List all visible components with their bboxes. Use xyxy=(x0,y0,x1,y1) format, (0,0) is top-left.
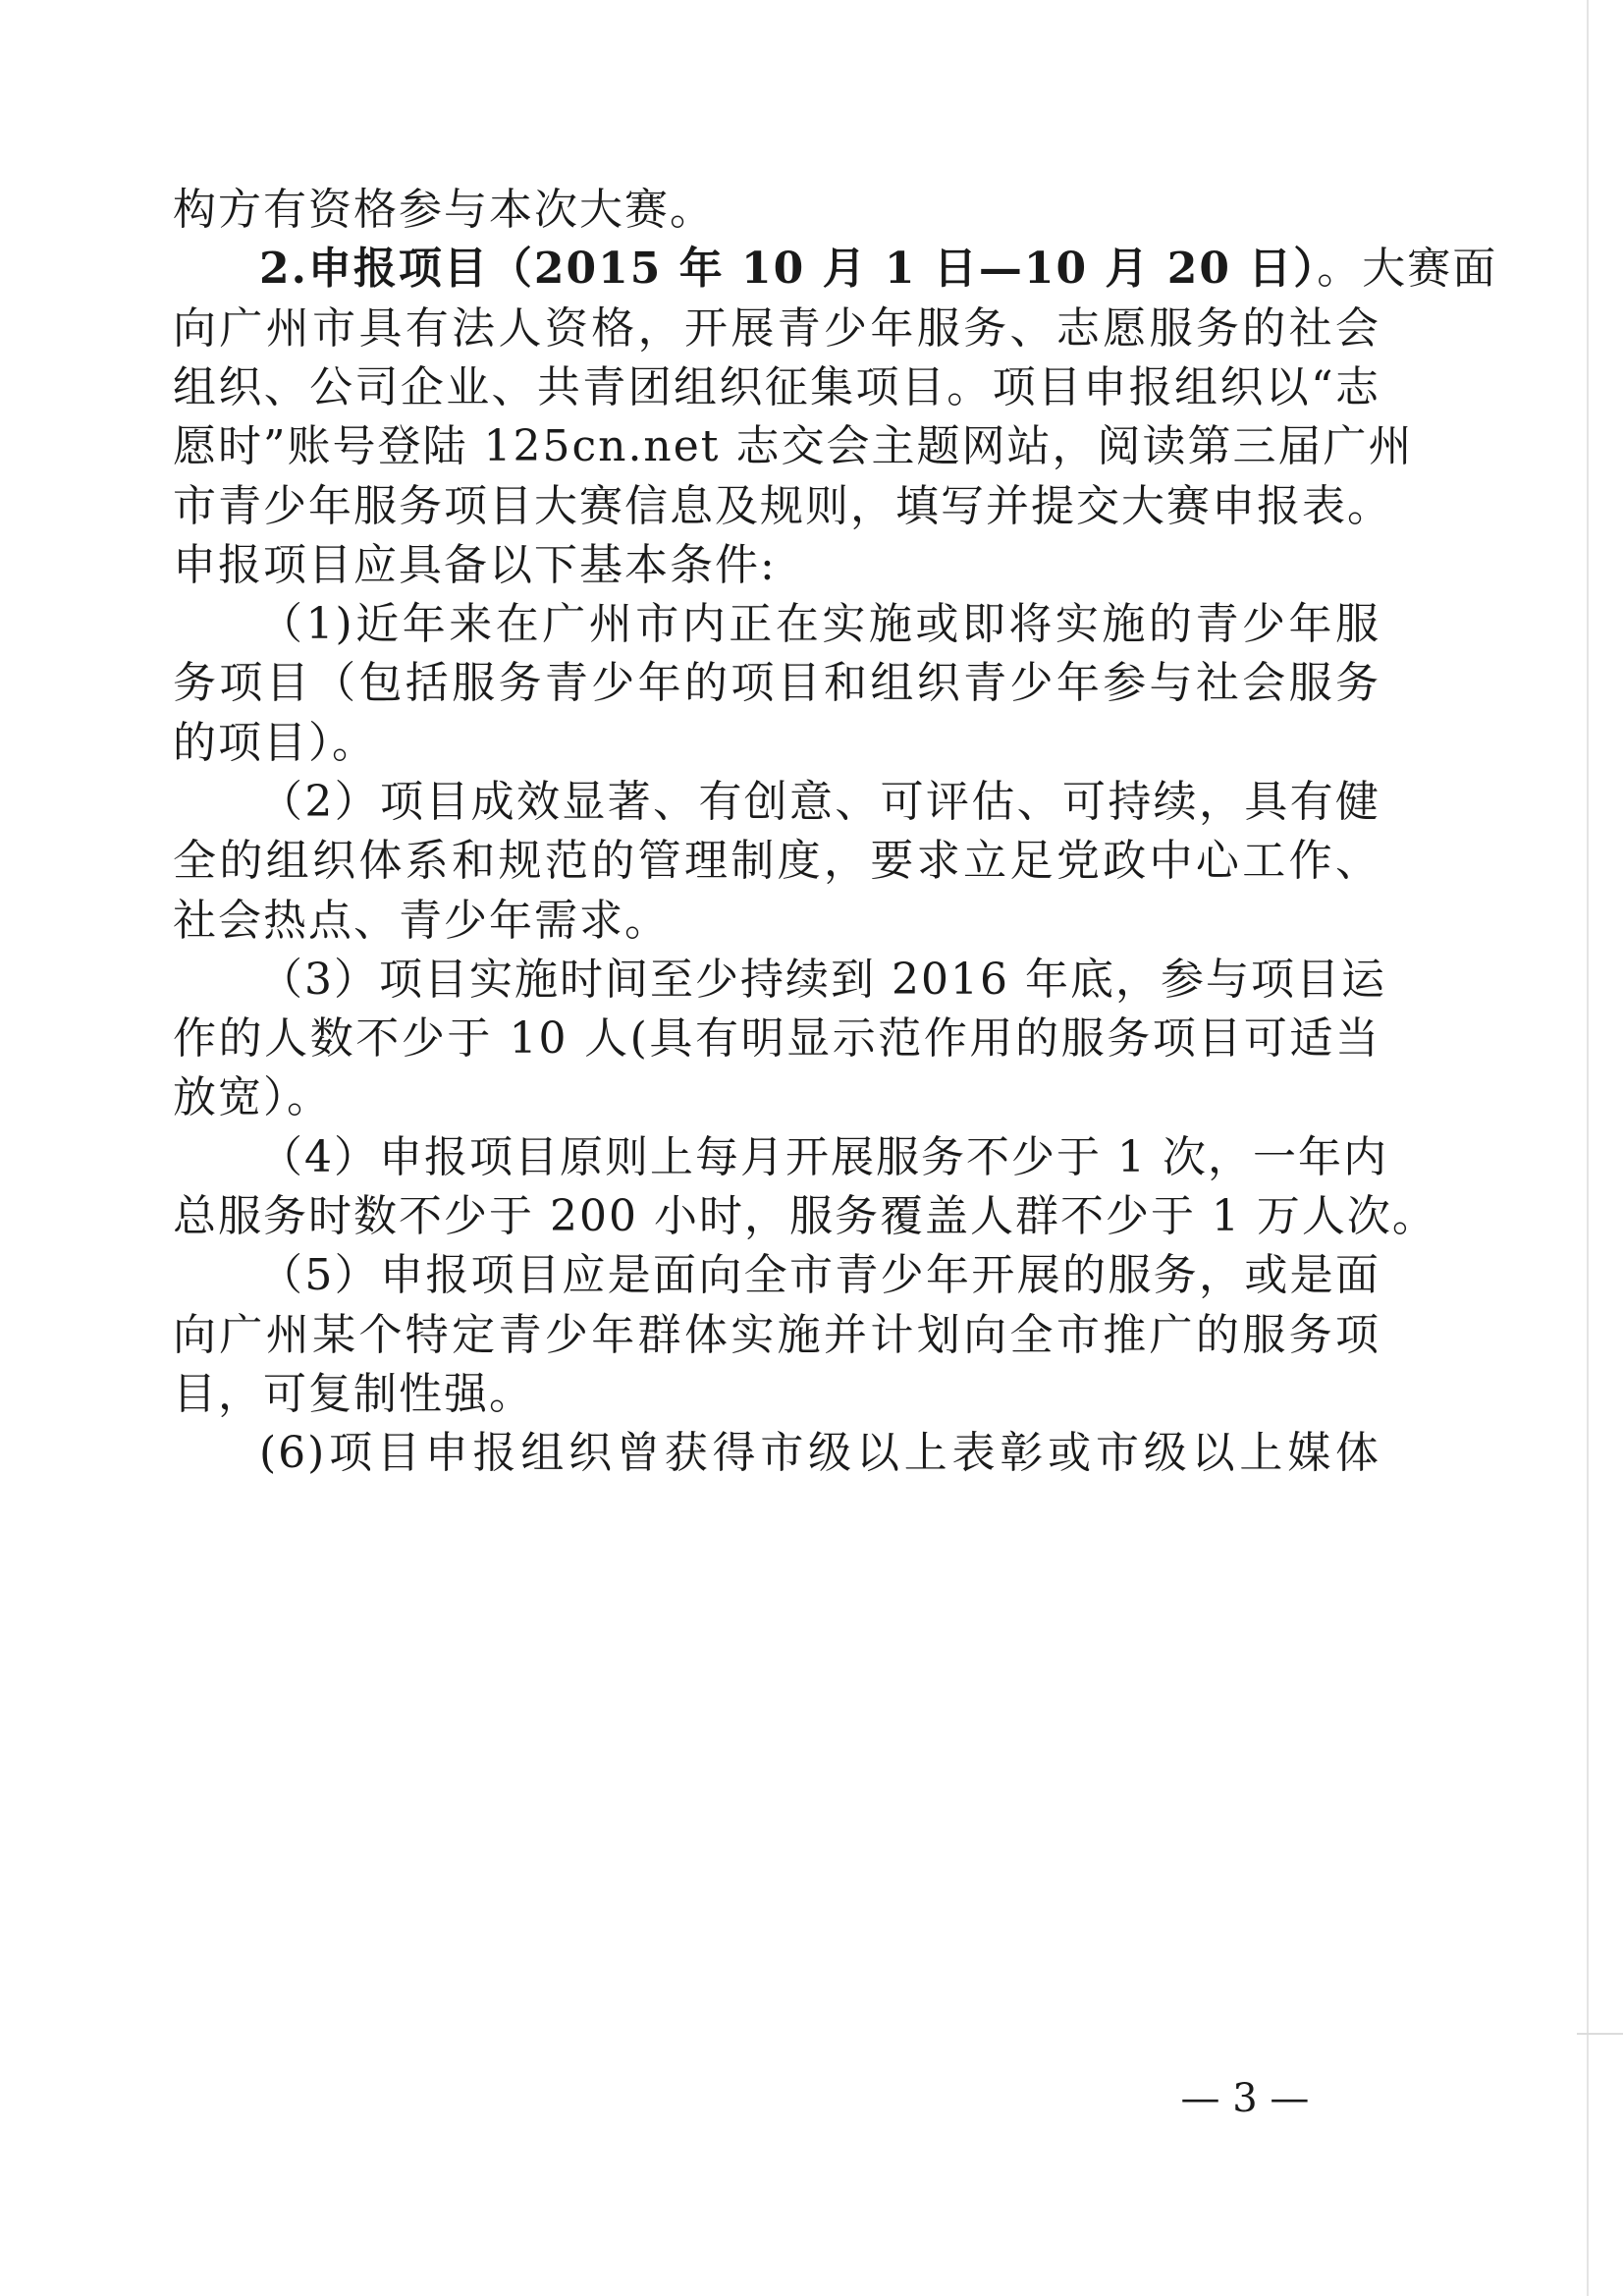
page-number: — 3 — xyxy=(1180,2076,1310,2121)
text-line: 的项目）。 xyxy=(173,718,377,768)
text-line: 向广州某个特定青少年群体实施并计划向全市推广的服务项 xyxy=(173,1310,1380,1360)
text-line: 构方有资格参与本次大赛。 xyxy=(173,185,715,235)
text-line: 申报项目应具备以下基本条件: xyxy=(173,540,777,590)
text-line: （3）项目实施时间至少持续到 2016 年底，参与项目运 xyxy=(259,955,1386,1005)
scan-edge-mark xyxy=(1577,2033,1623,2035)
text-line: 愿时”账号登陆 125cn.net 志交会主题网站，阅读第三届广州 xyxy=(173,421,1414,471)
text-line: 目，可复制性强。 xyxy=(173,1369,534,1419)
text-line: 市青少年服务项目大赛信息及规则，填写并提交大赛申报表。 xyxy=(173,481,1392,531)
text-line: 总服务时数不少于 200 小时，服务覆盖人群不少于 1 万人次。 xyxy=(173,1191,1437,1241)
text-line: 务项目（包括服务青少年的项目和组织青少年参与社会服务 xyxy=(173,658,1380,708)
text-line: 全的组织体系和规范的管理制度，要求立足党政中心工作、 xyxy=(173,836,1380,886)
scan-edge-line xyxy=(1587,0,1589,2296)
text-line: 向广州市具有法人资格，开展青少年服务、志愿服务的社会 xyxy=(173,303,1380,354)
text-line-heading xyxy=(173,240,1498,299)
text-line: (6)项目申报组织曾获得市级以上表彰或市级以上媒体 xyxy=(259,1428,1380,1478)
heading-normal-part: 。大赛面 xyxy=(1317,244,1498,294)
heading-bold-part: 2.申报项目（2015 年 10 月 1 日—10 月 20 日） xyxy=(259,244,1318,294)
text-line: 社会热点、青少年需求。 xyxy=(173,896,670,946)
text-line: 作的人数不少于 10 人(具有明显示范作用的服务项目可适当 xyxy=(173,1013,1380,1064)
text-line: （1)近年来在广州市内正在实施或即将实施的青少年服 xyxy=(259,599,1380,649)
text-line: 组织、公司企业、共青团组织征集项目。项目申报组织以“志 xyxy=(173,362,1380,412)
text-line: 放宽）。 xyxy=(173,1072,332,1122)
text-line: （4）申报项目原则上每月开展服务不少于 1 次，一年内 xyxy=(259,1132,1388,1182)
text-line: （5）申报项目应是面向全市青少年开展的服务，或是面 xyxy=(259,1250,1380,1300)
text-line: （2）项目成效显著、有创意、可评估、可持续，具有健 xyxy=(259,777,1380,827)
